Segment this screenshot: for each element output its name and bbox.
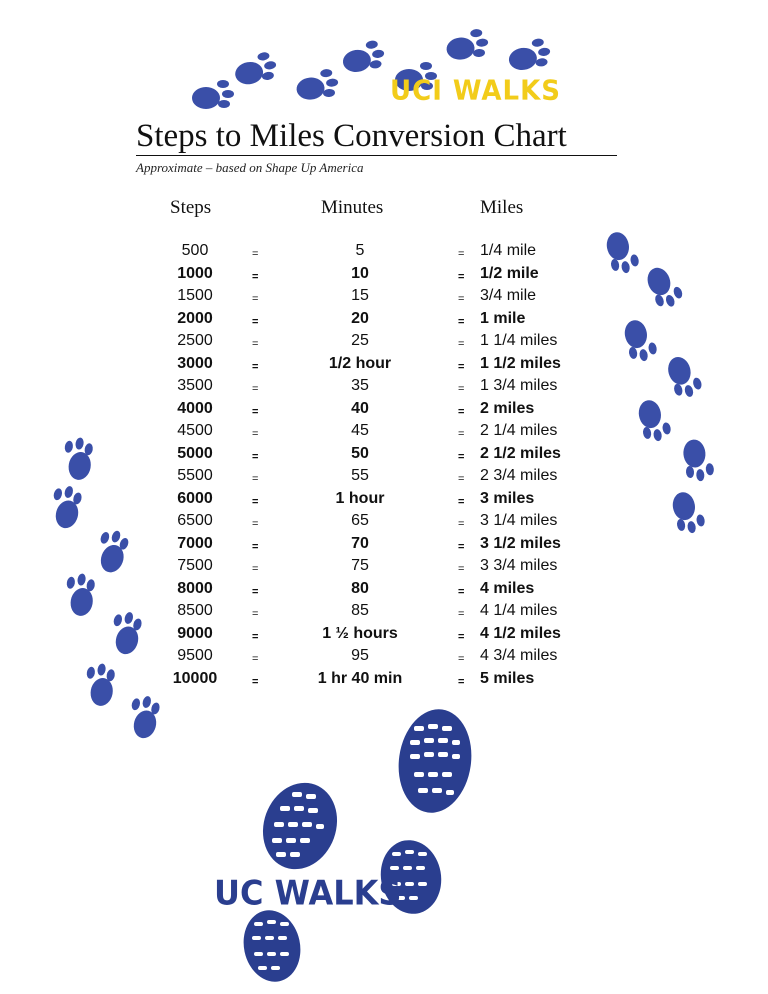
equals-sign: = <box>252 338 259 350</box>
miles-value: 4 miles <box>480 579 535 597</box>
equals-sign: = <box>458 630 465 643</box>
equals-sign: = <box>252 248 259 260</box>
table-row <box>0 400 768 423</box>
table-row <box>0 512 768 535</box>
minutes-value: 40 <box>351 399 369 417</box>
header-miles: Miles <box>480 197 524 218</box>
minutes-value: 10 <box>351 264 369 282</box>
equals-sign: = <box>458 248 465 260</box>
equals-sign: = <box>252 563 259 575</box>
equals-sign: = <box>252 293 259 305</box>
equals-sign: = <box>252 653 259 665</box>
miles-value: 3 1/2 miles <box>480 534 561 552</box>
header-minutes: Minutes <box>321 197 384 218</box>
miles-value: 2 1/2 miles <box>480 444 561 462</box>
table-row <box>0 265 768 288</box>
minutes-value: 50 <box>351 444 369 462</box>
paw-print-icon <box>190 72 236 112</box>
equals-sign: = <box>458 585 465 598</box>
equals-sign: = <box>252 315 259 328</box>
paw-print-icon <box>506 32 552 72</box>
table-row <box>0 557 768 580</box>
table-row <box>0 580 768 603</box>
equals-sign: = <box>458 495 465 508</box>
minutes-value: 1 hr 40 min <box>317 669 403 687</box>
table-row <box>0 355 768 378</box>
shoe-print-icon <box>396 706 474 816</box>
equals-sign: = <box>458 608 465 620</box>
minutes-value: 5 <box>355 242 365 259</box>
steps-value: 500 <box>181 242 209 259</box>
steps-value: 8500 <box>177 602 213 619</box>
equals-sign: = <box>458 428 465 440</box>
paw-print-icon <box>444 22 490 62</box>
miles-value: 1/4 mile <box>480 242 537 259</box>
table-row <box>0 332 768 355</box>
steps-value: 2000 <box>177 309 213 327</box>
miles-value: 4 1/4 miles <box>480 602 558 619</box>
minutes-value: 85 <box>351 602 369 619</box>
table-row <box>0 377 768 400</box>
page-title: Steps to Miles Conversion Chart <box>136 118 567 154</box>
equals-sign: = <box>252 540 259 553</box>
header-steps: Steps <box>170 197 212 218</box>
equals-sign: = <box>252 608 259 620</box>
steps-value: 5500 <box>177 467 213 484</box>
table-row <box>0 242 768 265</box>
steps-value: 3000 <box>177 354 213 372</box>
equals-sign: = <box>252 405 259 418</box>
uci-walks-logo: UCI WALKS <box>390 75 561 107</box>
equals-sign: = <box>252 360 259 373</box>
equals-sign: = <box>252 518 259 530</box>
paw-print-icon <box>118 696 164 736</box>
equals-sign: = <box>252 585 259 598</box>
steps-value: 7000 <box>177 534 213 552</box>
equals-sign: = <box>458 653 465 665</box>
table-row <box>0 310 768 333</box>
minutes-value: 70 <box>351 534 369 552</box>
equals-sign: = <box>458 540 465 553</box>
miles-value: 3 1/4 miles <box>480 512 558 529</box>
minutes-value: 45 <box>351 422 369 439</box>
equals-sign: = <box>252 450 259 463</box>
table-row <box>0 670 768 693</box>
equals-sign: = <box>458 675 465 688</box>
equals-sign: = <box>458 473 465 485</box>
miles-value: 1 1/4 miles <box>480 332 558 349</box>
minutes-value: 1 hour <box>335 489 385 507</box>
minutes-value: 65 <box>351 512 369 529</box>
minutes-value: 35 <box>351 377 369 394</box>
page-subtitle: Approximate – based on Shape Up America <box>136 160 364 175</box>
miles-value: 1/2 mile <box>480 264 539 282</box>
shoe-print-icon <box>240 908 304 984</box>
table-row <box>0 625 768 648</box>
shoe-print-icon <box>256 780 340 872</box>
minutes-value: 55 <box>351 467 369 484</box>
steps-value: 10000 <box>172 669 218 687</box>
steps-value: 4500 <box>177 422 213 439</box>
steps-value: 7500 <box>177 557 213 574</box>
miles-value: 2 miles <box>480 399 535 417</box>
equals-sign: = <box>252 675 259 688</box>
minutes-value: 20 <box>351 309 369 327</box>
miles-value: 2 1/4 miles <box>480 422 558 439</box>
table-row <box>0 287 768 310</box>
minutes-value: 25 <box>351 332 369 349</box>
steps-value: 9000 <box>177 624 213 642</box>
miles-value: 1 3/4 miles <box>480 377 558 394</box>
steps-value: 2500 <box>177 332 213 349</box>
steps-value: 6500 <box>177 512 213 529</box>
miles-value: 1 mile <box>480 309 526 327</box>
minutes-value: 15 <box>351 287 369 304</box>
equals-sign: = <box>252 473 259 485</box>
equals-sign: = <box>458 450 465 463</box>
minutes-value: 1 ½ hours <box>322 624 398 642</box>
equals-sign: = <box>458 563 465 575</box>
steps-value: 9500 <box>177 647 213 664</box>
equals-sign: = <box>252 495 259 508</box>
miles-value: 2 3/4 miles <box>480 467 558 484</box>
miles-value: 1 1/2 miles <box>480 354 561 372</box>
equals-sign: = <box>252 383 259 395</box>
uc-walks-logo: UC WALKS <box>214 873 402 913</box>
steps-value: 3500 <box>177 377 213 394</box>
miles-value: 3 miles <box>480 489 535 507</box>
table-row <box>0 445 768 468</box>
equals-sign: = <box>458 518 465 530</box>
table-row <box>0 467 768 490</box>
minutes-value: 80 <box>351 579 369 597</box>
miles-value: 4 1/2 miles <box>480 624 561 642</box>
minutes-value: 1/2 hour <box>328 354 392 372</box>
table-row <box>0 422 768 445</box>
steps-value: 1500 <box>177 287 213 304</box>
equals-sign: = <box>458 293 465 305</box>
equals-sign: = <box>458 315 465 328</box>
equals-sign: = <box>458 405 465 418</box>
miles-value: 5 miles <box>480 669 535 687</box>
equals-sign: = <box>458 360 465 373</box>
table-row <box>0 602 768 625</box>
steps-value: 4000 <box>177 399 213 417</box>
steps-value: 8000 <box>177 579 213 597</box>
paw-print-icon <box>294 62 340 102</box>
equals-sign: = <box>252 630 259 643</box>
equals-sign: = <box>458 270 465 283</box>
equals-sign: = <box>458 383 465 395</box>
equals-sign: = <box>252 270 259 283</box>
paw-print-icon <box>340 34 386 74</box>
paw-print-icon <box>232 46 278 86</box>
steps-value: 1000 <box>177 264 213 282</box>
miles-value: 3 3/4 miles <box>480 557 558 574</box>
equals-sign: = <box>458 338 465 350</box>
table-row <box>0 647 768 670</box>
minutes-value: 75 <box>351 557 369 574</box>
table-row <box>0 490 768 513</box>
table-row <box>0 535 768 558</box>
equals-sign: = <box>252 428 259 440</box>
steps-value: 6000 <box>177 489 213 507</box>
miles-value: 4 3/4 miles <box>480 647 558 664</box>
steps-value: 5000 <box>177 444 213 462</box>
miles-value: 3/4 mile <box>480 287 537 304</box>
minutes-value: 95 <box>351 647 369 664</box>
title-underline <box>136 155 617 156</box>
